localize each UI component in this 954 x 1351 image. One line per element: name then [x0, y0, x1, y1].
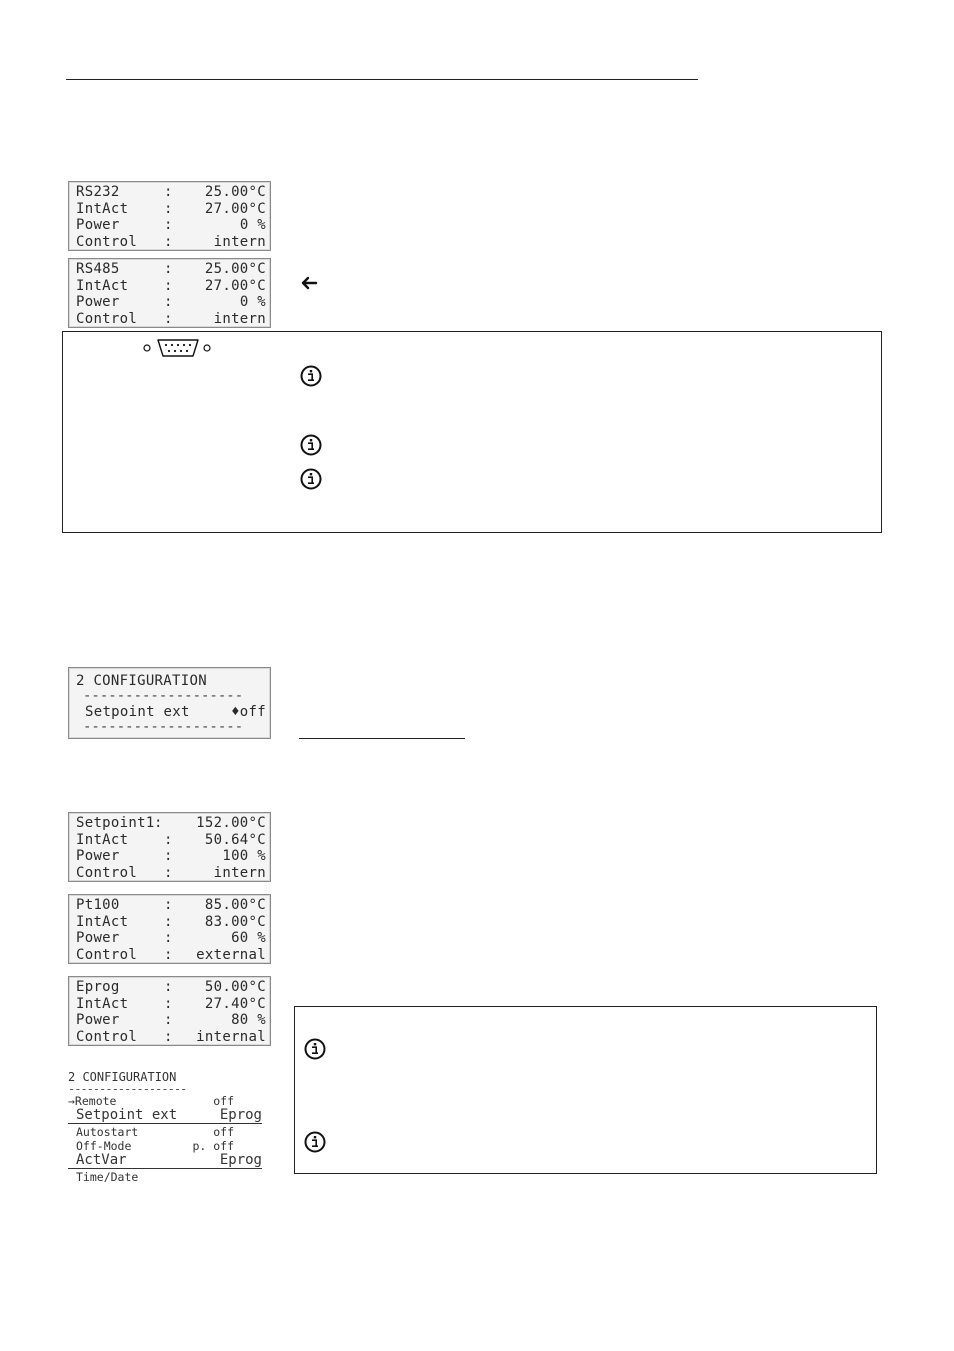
info-icon	[300, 365, 322, 387]
serial-connector-icon	[142, 337, 214, 359]
info-icon	[300, 468, 322, 490]
lcd-row: Power : 80 %	[76, 1012, 266, 1028]
info-icon	[304, 1038, 326, 1060]
lcd-display-setpoint1	[68, 812, 271, 882]
lcd-divider: -------------------	[83, 718, 244, 735]
lcd-row: IntAct : 27.00°C	[76, 277, 266, 294]
lcd-row: Control : internal	[76, 1028, 266, 1045]
lcd-row: Control : external	[76, 946, 266, 963]
lcd-display-configuration	[68, 667, 271, 739]
lcd-row: Pt100 : 85.00°C	[76, 897, 266, 913]
lcd-row: Control : intern	[76, 310, 266, 327]
lcd-display-eprog	[68, 976, 271, 1046]
lcd-display-rs232	[68, 181, 271, 251]
note-box	[62, 331, 882, 533]
lcd-row: Power : 0 %	[76, 294, 266, 310]
lcd-row: IntAct : 27.40°C	[76, 995, 266, 1012]
info-icon	[300, 434, 322, 456]
arrow-left-icon	[300, 275, 318, 291]
lcd-row: Control : intern	[76, 233, 266, 250]
lcd-row: RS485 : 25.00°C	[76, 261, 266, 277]
lcd-setpoint-row: Setpoint ext ♦off	[85, 703, 266, 720]
lcd-row: Power : 100 %	[76, 848, 266, 864]
note-box	[294, 1006, 877, 1174]
lcd-title: 2 CONFIGURATION	[76, 673, 207, 689]
menu-item-autostart[interactable]: Autostart off	[76, 1125, 234, 1139]
menu-divider: -------------------	[68, 1082, 187, 1096]
lcd-row: Control : intern	[76, 864, 266, 881]
lcd-row: IntAct : 50.64°C	[76, 831, 266, 848]
lcd-row: RS232 : 25.00°C	[76, 184, 266, 200]
info-icon	[304, 1131, 326, 1153]
underline-rule	[299, 738, 465, 739]
lcd-row: Power : 60 %	[76, 930, 266, 946]
menu-item-remote[interactable]: →Remote off	[68, 1094, 234, 1108]
menu-item-actvar[interactable]: ActVar Eprog	[68, 1153, 262, 1169]
menu-item-time-date[interactable]: Time/Date	[76, 1170, 139, 1184]
lcd-row: Setpoint1: 152.00°C	[76, 815, 266, 831]
configuration-menu	[68, 1070, 278, 1184]
lcd-row: Power : 0 %	[76, 217, 266, 233]
lcd-row: IntAct : 27.00°C	[76, 200, 266, 217]
lcd-row: IntAct : 83.00°C	[76, 913, 266, 930]
lcd-display-pt100	[68, 894, 271, 964]
top-rule	[66, 79, 698, 80]
lcd-display-rs485	[68, 258, 271, 328]
menu-title: 2 CONFIGURATION	[68, 1070, 177, 1084]
lcd-divider: -------------------	[83, 687, 244, 704]
lcd-row: Eprog : 50.00°C	[76, 979, 266, 995]
menu-item-setpoint-ext[interactable]: Setpoint ext Eprog	[68, 1108, 262, 1124]
menu-item-off-mode[interactable]: Off-Mode p. off	[76, 1139, 234, 1153]
